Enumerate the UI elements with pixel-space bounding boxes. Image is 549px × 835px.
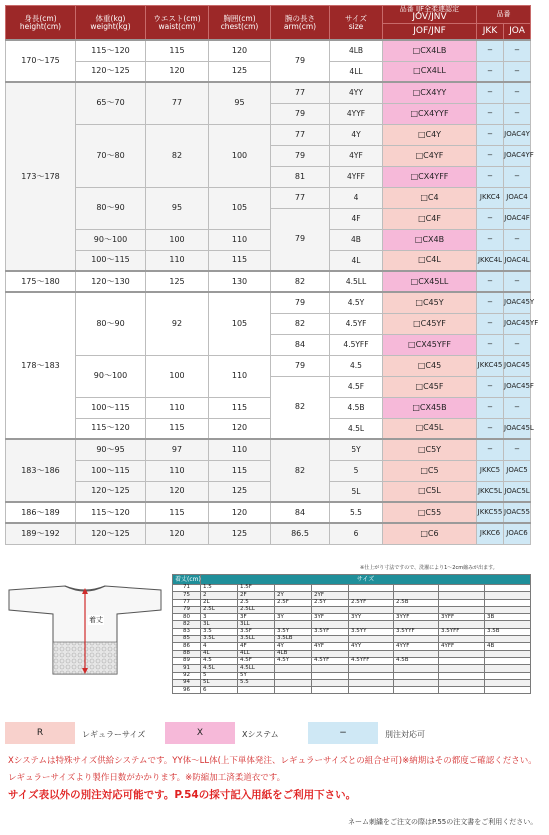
size-cell [485, 650, 531, 657]
size-cell: 2.5 [238, 599, 275, 606]
size-cell [439, 621, 485, 628]
size-cell: 5 [201, 672, 238, 679]
size-cell: 2.5B [394, 599, 439, 606]
header-waist: ウエスト(cm) waist(cm) [146, 6, 209, 41]
length-cell: 77 [173, 599, 201, 606]
footer-note: ネーム刺繍をご注文の際はP.55の注文書をご利用ください。 [348, 818, 538, 826]
size-cell [349, 585, 394, 592]
size-cell: 3YYF [394, 614, 439, 621]
header-jkk: JKK [477, 23, 504, 40]
size-cell [485, 672, 531, 679]
legend-custom-label: 別注対応可 [385, 730, 425, 739]
size-cell: 4F [238, 643, 275, 650]
size-cell: 2.5L [201, 606, 238, 613]
size-cell: 3L [201, 621, 238, 628]
size-cell [275, 606, 312, 613]
header-weight: 体重(kg) weight(kg) [76, 6, 146, 41]
height-cell: 189〜192 [6, 523, 76, 544]
size-cell: 1.5F [238, 585, 275, 592]
size-cell: 3.5 [201, 628, 238, 635]
size-cell: 3.5LB [275, 636, 312, 643]
size-cell [312, 665, 349, 672]
legend-regular-label: レギュラーサイズ [82, 730, 146, 739]
size-cell [312, 672, 349, 679]
table-row: 90〜100 100 110 4B □CX4B − − [6, 229, 531, 250]
size-cell: 3.5B [485, 628, 531, 635]
size-cell: 2.5F [275, 599, 312, 606]
size-cell: 4Y [275, 643, 312, 650]
table-row: 80〜90 95 105 77 4 □C4 JKKC4 JOAC4 [6, 187, 531, 208]
table-row: 100〜115 110 115 5 □C5 JKKC5 JOAC5 [6, 460, 531, 481]
sub-table-row [173, 585, 531, 592]
sub-table-row [173, 621, 531, 628]
sub-table-row [173, 599, 531, 606]
length-cell: 94 [173, 679, 201, 686]
shrinkage-note: ※仕上がり寸法ですので、洗濯により1〜2cm縮みが出ます。 [360, 565, 498, 571]
size-cell: 4.5L [201, 665, 238, 672]
length-cell: 96 [173, 687, 201, 694]
size-cell [349, 679, 394, 686]
table-row: 79 4YF □C4YF − JOAC4YF [6, 145, 531, 166]
size-cell [394, 592, 439, 599]
legend-xsystem-label: Xシステム [242, 730, 279, 739]
length-cell: 75 [173, 592, 201, 599]
size-cell: 3YF [312, 614, 349, 621]
size-cell [349, 687, 394, 694]
xsystem-note: Xシステムは特殊サイズ供給システムです。YY体〜LL体(上下単体発注、レギュラーサイズとの組合せ可)※納期はその都度ご確認ください。 [8, 756, 537, 766]
size-cell [439, 606, 485, 613]
table-row: 84 4.5YFF □CX45YFF − − [6, 334, 531, 355]
custom-order-note: サイズ表以外の別注対応可能です。P.54の採寸記入用紙をご利用下さい。 [8, 789, 357, 801]
size-cell [349, 621, 394, 628]
sub-table-row [173, 672, 531, 679]
size-cell: 3F [238, 614, 275, 621]
size-cell: 3 [201, 614, 238, 621]
length-cell: 83 [173, 628, 201, 635]
table-row: 82 4.5YF □C45YF − JOAC45YF [6, 313, 531, 334]
sub-table-row [173, 592, 531, 599]
size-cell [485, 665, 531, 672]
sub-header-size: サイズ [201, 575, 531, 585]
sub-table-row [173, 606, 531, 613]
length-cell: 89 [173, 657, 201, 664]
size-cell: 4.5F [238, 657, 275, 664]
header-height: 身長(cm) height(cm) [6, 6, 76, 41]
size-cell [349, 606, 394, 613]
size-cell: 4B [485, 643, 531, 650]
size-cell [394, 650, 439, 657]
size-cell: 4.5YF [312, 657, 349, 664]
header-size: サイズ size [330, 6, 383, 41]
sub-table-row [173, 657, 531, 664]
height-cell: 186〜189 [6, 502, 76, 523]
size-cell [312, 636, 349, 643]
size-cell [485, 621, 531, 628]
size-cell [394, 687, 439, 694]
header-product-code: 品番 [477, 6, 531, 24]
size-cell [275, 679, 312, 686]
size-cell [439, 636, 485, 643]
size-cell [349, 665, 394, 672]
size-cell [275, 585, 312, 592]
table-row: 82 4.5F □C45F − JOAC45F [6, 376, 531, 397]
sub-table-row [173, 650, 531, 657]
length-cell: 82 [173, 621, 201, 628]
header-jof: JOF/JNF [383, 23, 477, 40]
size-cell [349, 592, 394, 599]
size-cell [394, 606, 439, 613]
size-cell [394, 636, 439, 643]
size-cell [485, 599, 531, 606]
jacket-illustration-icon [5, 580, 165, 680]
size-cell [439, 657, 485, 664]
size-cell: 6 [201, 687, 238, 694]
size-cell [312, 679, 349, 686]
size-cell [485, 592, 531, 599]
size-cell: 2YF [312, 592, 349, 599]
table-row: 115〜120 115 120 4.5L □C45L − JOAC45L [6, 418, 531, 439]
legend-custom-swatch: − [308, 722, 378, 744]
sub-header-length: 着丈(cm) [173, 575, 201, 585]
length-size-table [172, 574, 531, 694]
size-cell [275, 672, 312, 679]
size-cell: 3.5LL [238, 636, 275, 643]
table-row: 173〜178 65〜70 77 95 77 4YY □CX4YY − − [6, 82, 531, 103]
production-note: レギュラーサイズより製作日数がかかります。※防縮加工済柔道衣です。 [8, 773, 286, 783]
size-cell [394, 679, 439, 686]
size-cell: 2Y [275, 592, 312, 599]
size-cell: 5.5 [238, 679, 275, 686]
size-cell [439, 665, 485, 672]
table-row: 178〜183 80〜90 92 105 79 4.5Y □C45Y − JOAC45Y [6, 292, 531, 313]
size-cell: 4.5YFF [349, 657, 394, 664]
table-row: 81 4YFF □CX4YFF − − [6, 166, 531, 187]
height-cell: 175〜180 [6, 271, 76, 292]
table-row: 120〜125 120 125 4LL □CX4LL − − [6, 61, 531, 82]
legend-xsystem-swatch: X [165, 722, 235, 744]
sub-table-row [173, 628, 531, 635]
size-cell: 4LB [275, 650, 312, 657]
size-cell [439, 599, 485, 606]
size-cell: 4.5LL [238, 665, 275, 672]
size-cell: 5Y [238, 672, 275, 679]
size-cell: 4 [201, 643, 238, 650]
size-cell: 3.5YF [312, 628, 349, 635]
sub-table-row [173, 636, 531, 643]
size-cell: 3B [485, 614, 531, 621]
size-cell [394, 585, 439, 592]
size-cell [349, 636, 394, 643]
size-cell: 4YY [349, 643, 394, 650]
size-cell: 5L [201, 679, 238, 686]
size-cell: 4.5 [201, 657, 238, 664]
size-cell [485, 679, 531, 686]
size-cell: 3.5F [238, 628, 275, 635]
size-cell: 3.5YY [349, 628, 394, 635]
size-cell: 1.5 [201, 585, 238, 592]
size-cell: 3YFF [439, 614, 485, 621]
size-cell [312, 687, 349, 694]
sub-table-row [173, 687, 531, 694]
header-joa: JOA [504, 23, 531, 40]
sub-table-row [173, 643, 531, 650]
size-cell: 4LL [238, 650, 275, 657]
table-row: 170〜175 115〜120 115 120 79 4LB □CX4LB − − [6, 40, 531, 61]
size-cell: 4L [201, 650, 238, 657]
table-row: 120〜125 120 125 5L □C5L JKKC5L JOAC5L [6, 481, 531, 502]
size-cell [349, 672, 394, 679]
table-row: 183〜186 90〜95 97 110 82 5Y □C5Y − − [6, 439, 531, 460]
length-cell: 92 [173, 672, 201, 679]
length-cell: 80 [173, 614, 201, 621]
size-cell [439, 672, 485, 679]
size-cell [439, 592, 485, 599]
size-cell [485, 636, 531, 643]
table-row: 90〜100 100 110 79 4.5 □C45 JKKC45 JOAC45 [6, 355, 531, 376]
jacket-length-label: 着丈 [89, 616, 103, 624]
length-cell: 88 [173, 650, 201, 657]
size-table [5, 5, 539, 545]
height-cell: 170〜175 [6, 40, 76, 82]
size-cell: 4YFF [439, 643, 485, 650]
size-cell: 2.5YF [349, 599, 394, 606]
size-cell [394, 665, 439, 672]
size-cell: 3.5YFF [439, 628, 485, 635]
size-cell [349, 650, 394, 657]
table-row: 79 4F □C4F − JOAC4F [6, 208, 531, 229]
size-cell: 2 [201, 592, 238, 599]
height-cell: 183〜186 [6, 439, 76, 502]
table-row: 79 4YYF □CX4YYF − − [6, 103, 531, 124]
length-cell: 85 [173, 636, 201, 643]
height-cell: 178〜183 [6, 292, 76, 439]
size-cell [312, 621, 349, 628]
header-chest: 胸囲(cm) chest(cm) [209, 6, 271, 41]
length-cell: 71 [173, 585, 201, 592]
size-cell [485, 687, 531, 694]
size-cell: 4YYF [394, 643, 439, 650]
size-cell [439, 679, 485, 686]
size-cell [238, 687, 275, 694]
size-cell: 4.5Y [275, 657, 312, 664]
size-cell: 3LL [238, 621, 275, 628]
size-cell [439, 585, 485, 592]
table-row: 189〜192 120〜125 120 125 86.5 6 □C6 JKKC6 JOAC6 [6, 523, 531, 544]
size-cell [312, 650, 349, 657]
sub-table-row [173, 614, 531, 621]
size-cell [394, 621, 439, 628]
height-cell: 173〜178 [6, 82, 76, 271]
size-cell [275, 665, 312, 672]
header-arm: 腕の長さ arm(cm) [271, 6, 330, 41]
size-cell [394, 672, 439, 679]
size-cell [312, 585, 349, 592]
size-cell: 2.5Y [312, 599, 349, 606]
size-cell: 3.5Y [275, 628, 312, 635]
size-cell [275, 621, 312, 628]
sub-table-row [173, 679, 531, 686]
size-cell: 3YY [349, 614, 394, 621]
size-cell [439, 650, 485, 657]
size-cell [485, 606, 531, 613]
size-cell [485, 657, 531, 664]
size-cell: 3.5L [201, 636, 238, 643]
table-row: 100〜115 110 115 4.5B □CX45B − − [6, 397, 531, 418]
length-cell: 91 [173, 665, 201, 672]
legend-regular-swatch: R [5, 722, 75, 744]
table-row: 100〜115 110 115 4L □C4L JKKC4L JOAC4L [6, 250, 531, 271]
size-cell [312, 606, 349, 613]
table-row: 70〜80 82 100 77 4Y □C4Y − JOAC4Y [6, 124, 531, 145]
table-row: 175〜180 120〜130 125 130 82 4.5LL □CX45LL − − [6, 271, 531, 292]
length-cell: 79 [173, 606, 201, 613]
size-cell [439, 687, 485, 694]
size-cell [485, 585, 531, 592]
size-cell: 4.5B [394, 657, 439, 664]
header-ijf-code: 品番 IJF全柔連認定 JOV/JNV [383, 6, 477, 24]
size-cell: 2.5LL [238, 606, 275, 613]
size-cell: 3.5YYF [394, 628, 439, 635]
jacket-diagram [5, 580, 165, 680]
sub-table-row [173, 665, 531, 672]
size-cell: 3Y [275, 614, 312, 621]
size-cell [275, 687, 312, 694]
length-cell: 86 [173, 643, 201, 650]
size-cell: 2L [201, 599, 238, 606]
table-row: 186〜189 115〜120 115 120 84 5.5 □C55 JKKC55 JOAC55 [6, 502, 531, 523]
size-cell: 4YF [312, 643, 349, 650]
size-cell: 2F [238, 592, 275, 599]
